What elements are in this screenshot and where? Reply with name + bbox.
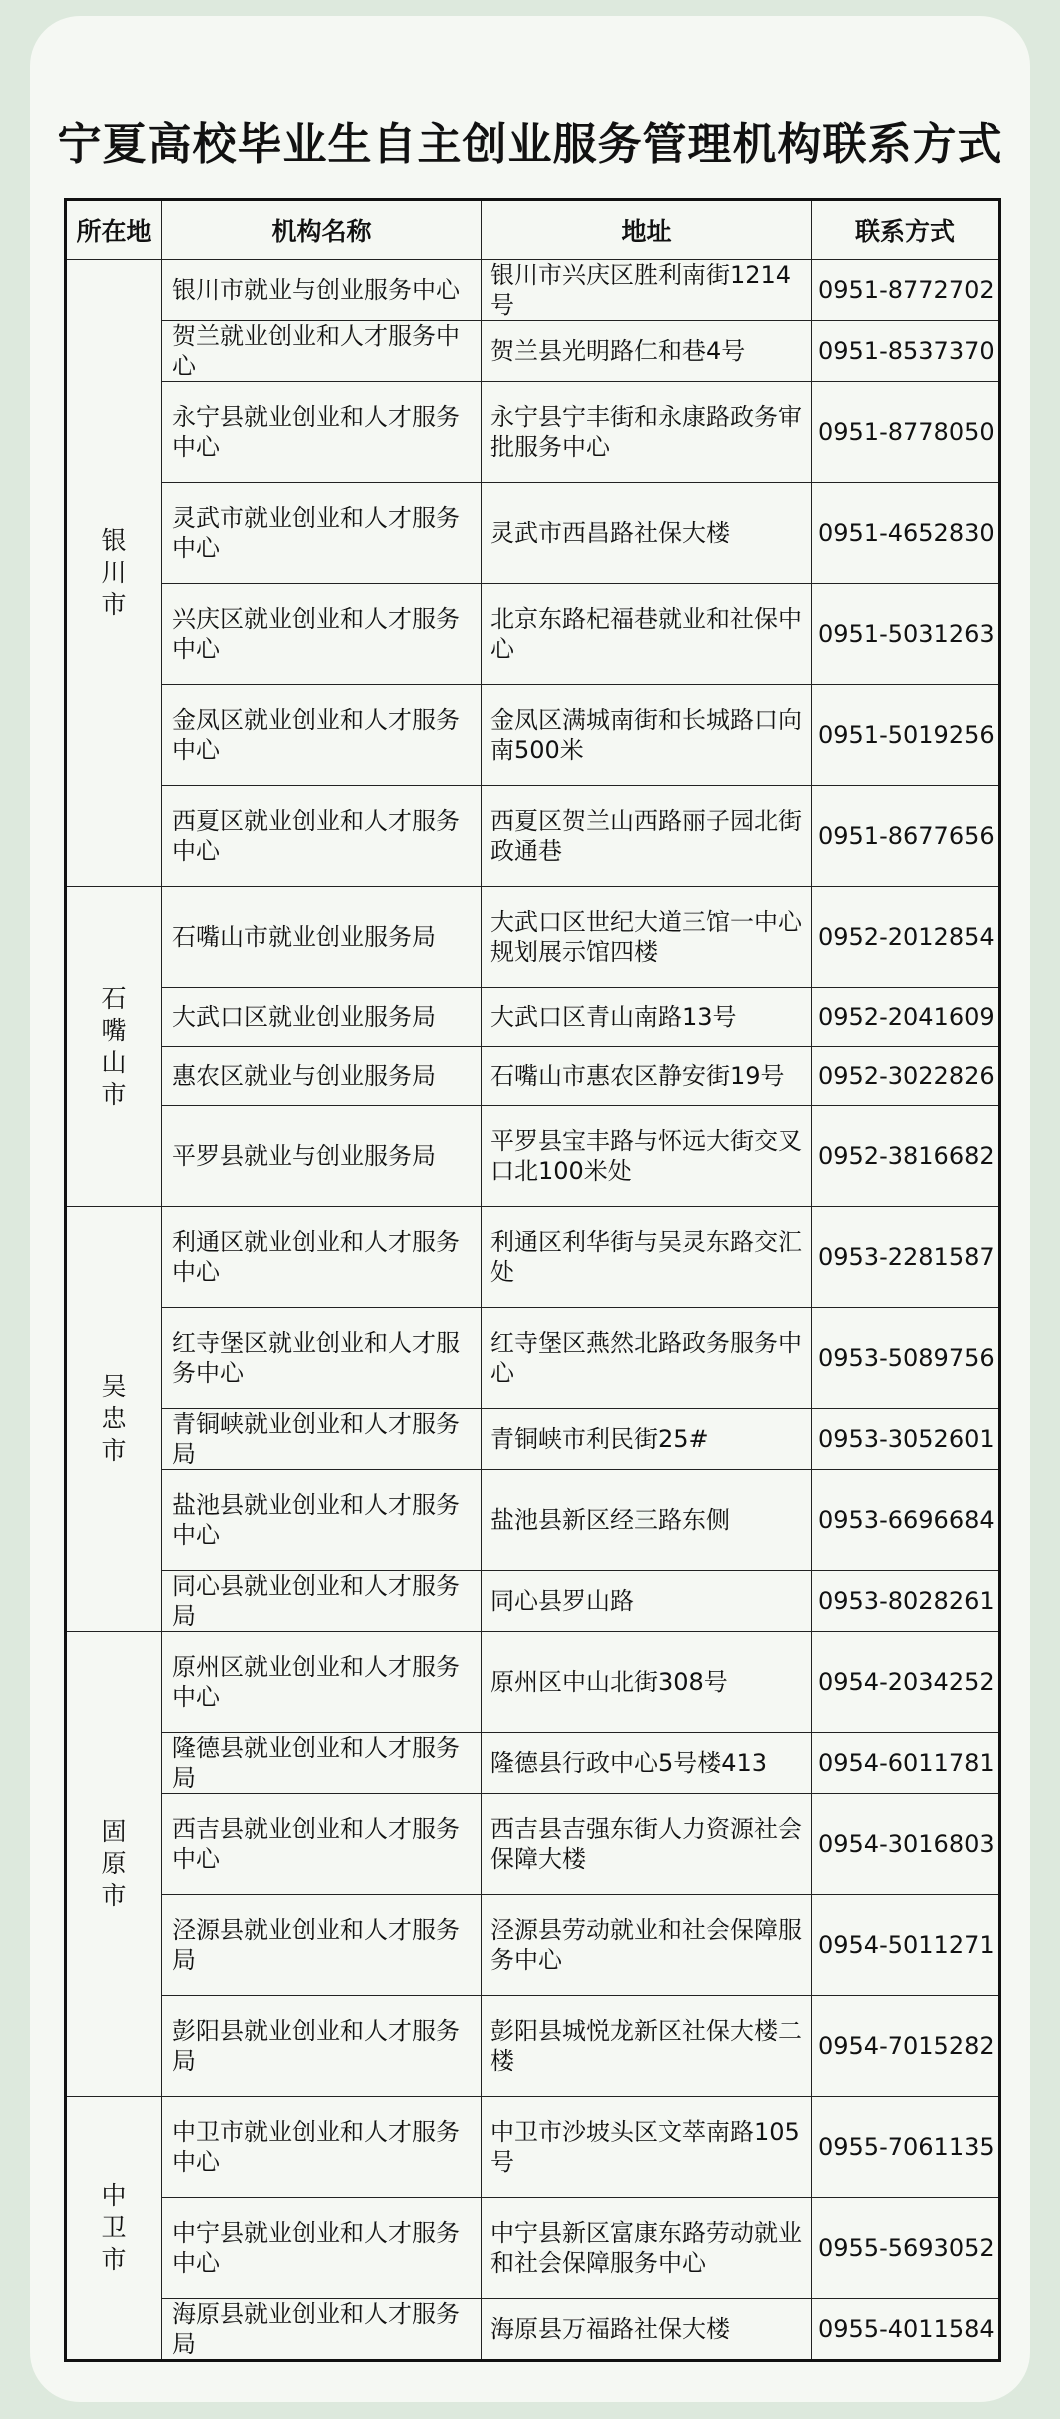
org-name-cell: 西吉县就业创业和人才服务中心 bbox=[162, 1794, 482, 1895]
phone-cell: 0953-8028261 bbox=[812, 1571, 1000, 1632]
header-location: 所在地 bbox=[66, 200, 162, 260]
address-cell: 金凤区满城南街和长城路口向南500米 bbox=[482, 685, 812, 786]
table-row bbox=[66, 685, 1000, 786]
address-cell: 彭阳县城悦龙新区社保大楼二楼 bbox=[482, 1996, 812, 2097]
org-name-cell: 银川市就业与创业服务中心 bbox=[162, 260, 482, 321]
address-cell: 大武口区世纪大道三馆一中心规划展示馆四楼 bbox=[482, 887, 812, 988]
phone-cell: 0954-6011781 bbox=[812, 1733, 1000, 1794]
address-cell: 同心县罗山路 bbox=[482, 1571, 812, 1632]
org-name-cell: 兴庆区就业创业和人才服务中心 bbox=[162, 584, 482, 685]
phone-cell: 0951-4652830 bbox=[812, 483, 1000, 584]
org-name-cell: 隆德县就业创业和人才服务局 bbox=[162, 1733, 482, 1794]
address-cell: 平罗县宝丰路与怀远大街交叉口北100米处 bbox=[482, 1106, 812, 1207]
org-name-cell: 泾源县就业创业和人才服务局 bbox=[162, 1895, 482, 1996]
address-cell: 红寺堡区燕然北路政务服务中心 bbox=[482, 1308, 812, 1409]
address-cell: 中宁县新区富康东路劳动就业和社会保障服务中心 bbox=[482, 2198, 812, 2299]
header-row bbox=[66, 200, 1000, 260]
table-row bbox=[66, 584, 1000, 685]
phone-cell: 0953-6696684 bbox=[812, 1470, 1000, 1571]
phone-cell: 0952-2041609 bbox=[812, 988, 1000, 1047]
table-row bbox=[66, 1733, 1000, 1794]
phone-cell: 0951-8772702 bbox=[812, 260, 1000, 321]
phone-cell: 0953-5089756 bbox=[812, 1308, 1000, 1409]
table-row bbox=[66, 1794, 1000, 1895]
address-cell: 青铜峡市利民街25# bbox=[482, 1409, 812, 1470]
table-row bbox=[66, 1308, 1000, 1409]
address-cell: 海原县万福路社保大楼 bbox=[482, 2299, 812, 2361]
org-name-cell: 贺兰就业创业和人才服务中心 bbox=[162, 321, 482, 382]
org-name-cell: 彭阳县就业创业和人才服务局 bbox=[162, 1996, 482, 2097]
phone-cell: 0954-3016803 bbox=[812, 1794, 1000, 1895]
table-row bbox=[66, 1106, 1000, 1207]
phone-cell: 0954-5011271 bbox=[812, 1895, 1000, 1996]
city-cell bbox=[66, 1207, 162, 1632]
org-name-cell: 西夏区就业创业和人才服务中心 bbox=[162, 786, 482, 887]
org-name-cell: 平罗县就业与创业服务局 bbox=[162, 1106, 482, 1207]
org-name-cell: 灵武市就业创业和人才服务中心 bbox=[162, 483, 482, 584]
address-cell: 大武口区青山南路13号 bbox=[482, 988, 812, 1047]
table-row bbox=[66, 2198, 1000, 2299]
phone-cell: 0952-3022826 bbox=[812, 1047, 1000, 1106]
table-row bbox=[66, 260, 1000, 321]
table-row bbox=[66, 1470, 1000, 1571]
city-cell bbox=[66, 1632, 162, 2097]
city-label: 石嘴山市 bbox=[101, 983, 127, 1109]
org-name-cell: 惠农区就业与创业服务局 bbox=[162, 1047, 482, 1106]
table-row bbox=[66, 786, 1000, 887]
city-label: 固原市 bbox=[101, 1817, 127, 1910]
org-name-cell: 石嘴山市就业创业服务局 bbox=[162, 887, 482, 988]
city-label: 吴忠市 bbox=[101, 1372, 127, 1465]
address-cell: 利通区利华街与吴灵东路交汇处 bbox=[482, 1207, 812, 1308]
table-row bbox=[66, 1895, 1000, 1996]
table-row bbox=[66, 1571, 1000, 1632]
org-name-cell: 原州区就业创业和人才服务中心 bbox=[162, 1632, 482, 1733]
city-cell bbox=[66, 887, 162, 1207]
phone-cell: 0955-4011584 bbox=[812, 2299, 1000, 2361]
table-row bbox=[66, 988, 1000, 1047]
address-cell: 泾源县劳动就业和社会保障服务中心 bbox=[482, 1895, 812, 1996]
table-row bbox=[66, 1996, 1000, 2097]
phone-cell: 0953-3052601 bbox=[812, 1409, 1000, 1470]
phone-cell: 0952-2012854 bbox=[812, 887, 1000, 988]
address-cell: 北京东路杞福巷就业和社保中心 bbox=[482, 584, 812, 685]
table-row bbox=[66, 1632, 1000, 1733]
contact-table bbox=[64, 198, 1001, 2362]
phone-cell: 0951-5019256 bbox=[812, 685, 1000, 786]
header-contact: 联系方式 bbox=[812, 200, 1000, 260]
phone-cell: 0955-5693052 bbox=[812, 2198, 1000, 2299]
phone-cell: 0955-7061135 bbox=[812, 2097, 1000, 2198]
address-cell: 石嘴山市惠农区静安街19号 bbox=[482, 1047, 812, 1106]
address-cell: 西夏区贺兰山西路丽子园北街政通巷 bbox=[482, 786, 812, 887]
org-name-cell: 海原县就业创业和人才服务局 bbox=[162, 2299, 482, 2361]
table-row bbox=[66, 321, 1000, 382]
phone-cell: 0952-3816682 bbox=[812, 1106, 1000, 1207]
phone-cell: 0951-8537370 bbox=[812, 321, 1000, 382]
address-cell: 隆德县行政中心5号楼413 bbox=[482, 1733, 812, 1794]
phone-cell: 0951-8778050 bbox=[812, 382, 1000, 483]
table-row bbox=[66, 2097, 1000, 2198]
org-name-cell: 同心县就业创业和人才服务局 bbox=[162, 1571, 482, 1632]
address-cell: 灵武市西昌路社保大楼 bbox=[482, 483, 812, 584]
org-name-cell: 中宁县就业创业和人才服务中心 bbox=[162, 2198, 482, 2299]
phone-cell: 0951-8677656 bbox=[812, 786, 1000, 887]
address-cell: 原州区中山北街308号 bbox=[482, 1632, 812, 1733]
table-row bbox=[66, 1409, 1000, 1470]
phone-cell: 0954-2034252 bbox=[812, 1632, 1000, 1733]
table-row bbox=[66, 2299, 1000, 2361]
address-cell: 中卫市沙坡头区文萃南路105号 bbox=[482, 2097, 812, 2198]
header-address: 地址 bbox=[482, 200, 812, 260]
address-cell: 银川市兴庆区胜利南街1214号 bbox=[482, 260, 812, 321]
table-row bbox=[66, 1207, 1000, 1308]
org-name-cell: 金凤区就业创业和人才服务中心 bbox=[162, 685, 482, 786]
org-name-cell: 大武口区就业创业服务局 bbox=[162, 988, 482, 1047]
org-name-cell: 中卫市就业创业和人才服务中心 bbox=[162, 2097, 482, 2198]
address-cell: 西吉县吉强东街人力资源社会保障大楼 bbox=[482, 1794, 812, 1895]
org-name-cell: 红寺堡区就业创业和人才服务中心 bbox=[162, 1308, 482, 1409]
city-label: 中卫市 bbox=[101, 2181, 127, 2274]
table-row bbox=[66, 483, 1000, 584]
address-cell: 盐池县新区经三路东侧 bbox=[482, 1470, 812, 1571]
city-cell bbox=[66, 2097, 162, 2361]
table-row bbox=[66, 382, 1000, 483]
city-cell bbox=[66, 260, 162, 887]
phone-cell: 0954-7015282 bbox=[812, 1996, 1000, 2097]
phone-cell: 0951-5031263 bbox=[812, 584, 1000, 685]
org-name-cell: 盐池县就业创业和人才服务中心 bbox=[162, 1470, 482, 1571]
org-name-cell: 利通区就业创业和人才服务中心 bbox=[162, 1207, 482, 1308]
page-title: 宁夏高校毕业生自主创业服务管理机构联系方式 bbox=[57, 119, 1003, 170]
address-cell: 贺兰县光明路仁和巷4号 bbox=[482, 321, 812, 382]
org-name-cell: 青铜峡就业创业和人才服务局 bbox=[162, 1409, 482, 1470]
address-cell: 永宁县宁丰街和永康路政务审批服务中心 bbox=[482, 382, 812, 483]
table-row bbox=[66, 887, 1000, 988]
header-org-name: 机构名称 bbox=[162, 200, 482, 260]
table-body bbox=[66, 260, 1000, 2361]
org-name-cell: 永宁县就业创业和人才服务中心 bbox=[162, 382, 482, 483]
phone-cell: 0953-2281587 bbox=[812, 1207, 1000, 1308]
city-label: 银川市 bbox=[101, 526, 127, 619]
table-row bbox=[66, 1047, 1000, 1106]
